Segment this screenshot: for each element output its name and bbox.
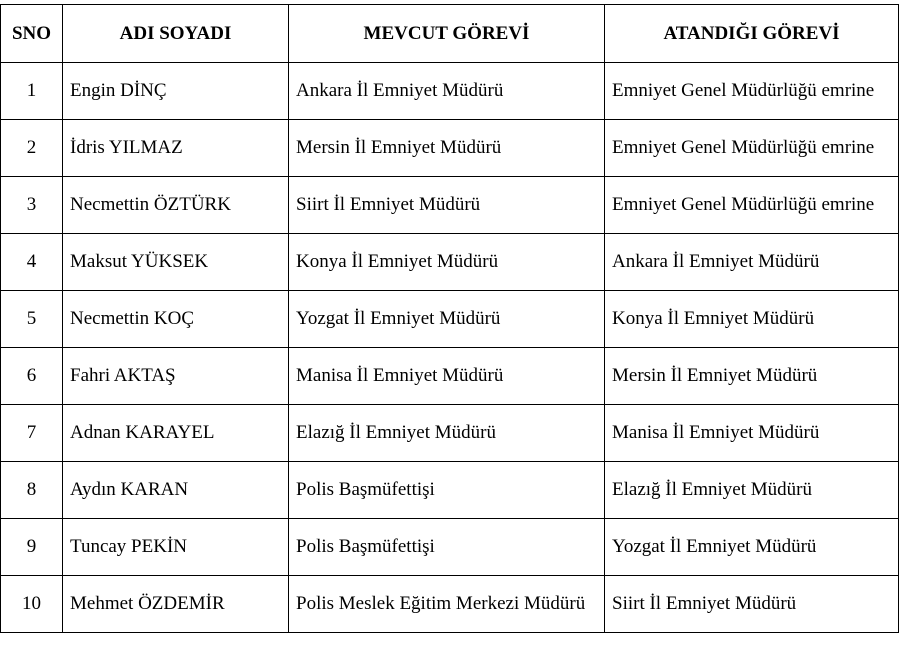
cell-name: Engin DİNÇ (63, 63, 289, 120)
appointments-table (0, 4, 899, 633)
header-name: ADI SOYADI (63, 5, 289, 63)
cell-name: Tuncay PEKİN (63, 519, 289, 576)
cell-sno: 3 (1, 177, 63, 234)
cell-current-post: Polis Başmüfettişi (289, 519, 605, 576)
table-row (1, 291, 899, 348)
cell-name: Necmettin KOÇ (63, 291, 289, 348)
header-row (1, 5, 899, 63)
cell-current-post: Mersin İl Emniyet Müdürü (289, 120, 605, 177)
cell-current-post: Konya İl Emniyet Müdürü (289, 234, 605, 291)
cell-sno: 1 (1, 63, 63, 120)
cell-assigned-post: Yozgat İl Emniyet Müdürü (605, 519, 899, 576)
cell-name: Necmettin ÖZTÜRK (63, 177, 289, 234)
cell-assigned-post: Siirt İl Emniyet Müdürü (605, 576, 899, 633)
cell-assigned-post: Manisa İl Emniyet Müdürü (605, 405, 899, 462)
cell-sno: 7 (1, 405, 63, 462)
cell-sno: 4 (1, 234, 63, 291)
header-assigned-post: ATANDIĞI GÖREVİ (605, 5, 899, 63)
header-current-post: MEVCUT GÖREVİ (289, 5, 605, 63)
cell-current-post: Ankara İl Emniyet Müdürü (289, 63, 605, 120)
cell-sno: 5 (1, 291, 63, 348)
cell-assigned-post: Emniyet Genel Müdürlüğü emrine (605, 120, 899, 177)
cell-assigned-post: Elazığ İl Emniyet Müdürü (605, 462, 899, 519)
cell-name: İdris YILMAZ (63, 120, 289, 177)
cell-assigned-post: Emniyet Genel Müdürlüğü emrine (605, 63, 899, 120)
cell-name: Aydın KARAN (63, 462, 289, 519)
cell-sno: 10 (1, 576, 63, 633)
cell-current-post: Manisa İl Emniyet Müdürü (289, 348, 605, 405)
cell-name: Adnan KARAYEL (63, 405, 289, 462)
cell-name: Fahri AKTAŞ (63, 348, 289, 405)
cell-current-post: Siirt İl Emniyet Müdürü (289, 177, 605, 234)
cell-sno: 6 (1, 348, 63, 405)
table-row (1, 63, 899, 120)
cell-sno: 8 (1, 462, 63, 519)
cell-current-post: Polis Meslek Eğitim Merkezi Müdürü (289, 576, 605, 633)
table-row (1, 519, 899, 576)
table-row (1, 405, 899, 462)
cell-current-post: Elazığ İl Emniyet Müdürü (289, 405, 605, 462)
table-row (1, 120, 899, 177)
cell-assigned-post: Emniyet Genel Müdürlüğü emrine (605, 177, 899, 234)
cell-assigned-post: Ankara İl Emniyet Müdürü (605, 234, 899, 291)
cell-assigned-post: Mersin İl Emniyet Müdürü (605, 348, 899, 405)
table-row (1, 576, 899, 633)
table-row (1, 462, 899, 519)
cell-assigned-post: Konya İl Emniyet Müdürü (605, 291, 899, 348)
cell-current-post: Polis Başmüfettişi (289, 462, 605, 519)
header-sno: SNO (1, 5, 63, 63)
cell-current-post: Yozgat İl Emniyet Müdürü (289, 291, 605, 348)
cell-sno: 9 (1, 519, 63, 576)
table-row (1, 177, 899, 234)
table-row (1, 348, 899, 405)
cell-sno: 2 (1, 120, 63, 177)
cell-name: Maksut YÜKSEK (63, 234, 289, 291)
table-row (1, 234, 899, 291)
cell-name: Mehmet ÖZDEMİR (63, 576, 289, 633)
